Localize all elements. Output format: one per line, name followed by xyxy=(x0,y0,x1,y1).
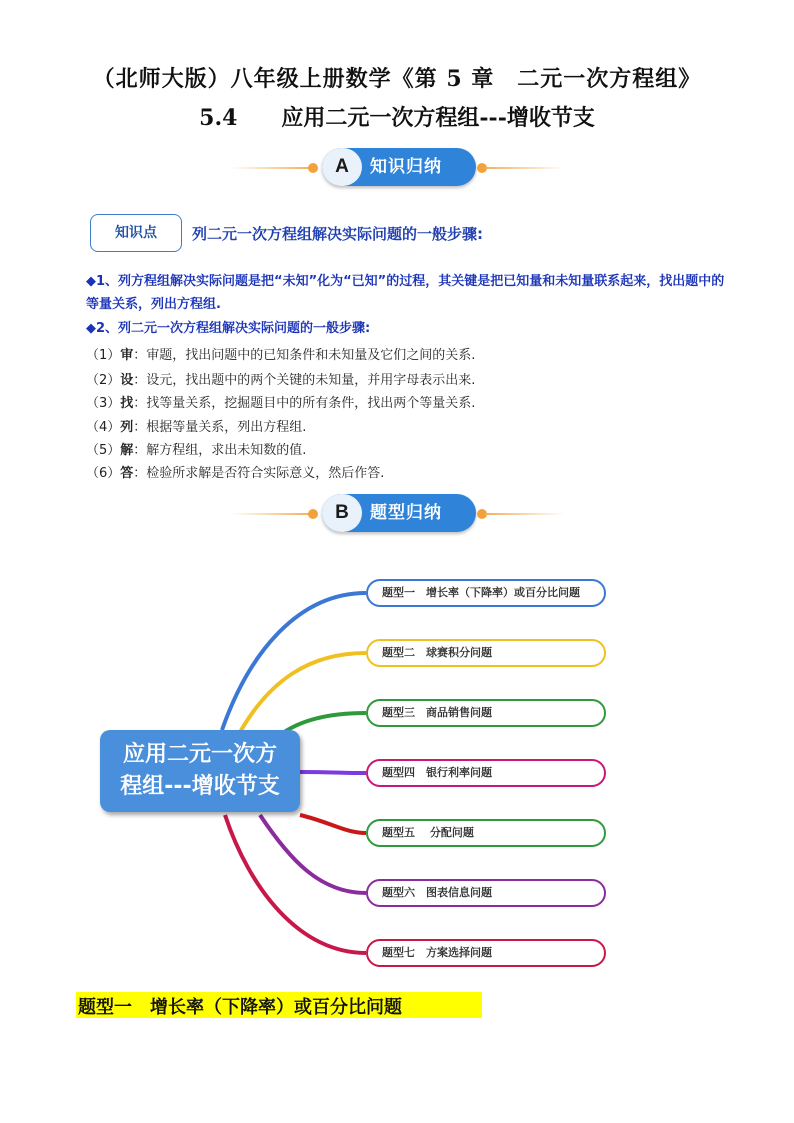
section-b-label: 题型归纳 xyxy=(370,503,442,523)
banner-dot-left xyxy=(308,163,318,173)
document-title: （北师大版）八年级上册数学《第 5 章 二元一次方程组》 xyxy=(92,66,702,92)
branch-type-3[interactable]: 题型三 商品销售问题 xyxy=(366,699,606,727)
section-b-letter: B xyxy=(322,494,362,532)
section-b-pill xyxy=(322,494,476,532)
point-2-marker: ◆2、 xyxy=(86,321,119,336)
step-number: （2） xyxy=(86,373,121,388)
point-1 xyxy=(86,270,726,316)
branch-type-4[interactable]: 题型四 银行利率问题 xyxy=(366,759,606,787)
banner-dot-left xyxy=(308,509,318,519)
step-text: ：根据等量关系，列出方程组. xyxy=(133,420,307,435)
center-line-1: 应用二元一次方 xyxy=(122,742,277,767)
branch-type-6[interactable]: 题型六 图表信息问题 xyxy=(366,879,606,907)
connector-2 xyxy=(240,653,366,732)
section-a-pill xyxy=(322,148,476,186)
banner-line-left xyxy=(230,513,310,515)
mindmap-center-node xyxy=(100,730,300,812)
connector-7 xyxy=(225,815,366,953)
step-key: 审 xyxy=(120,348,134,363)
step-text: ：设元，找出题中的两个关键的未知量，并用字母表示出来. xyxy=(133,373,476,388)
step-number: （1） xyxy=(86,348,121,363)
step-key: 解 xyxy=(120,443,134,458)
banner-line-right xyxy=(485,167,565,169)
step-key: 答 xyxy=(120,466,134,481)
step-text: ：解方程组，求出未知数的值. xyxy=(133,443,307,458)
banner-line-right xyxy=(485,513,565,515)
step-2 xyxy=(86,369,475,388)
step-text: ：审题，找出问题中的已知条件和未知量及它们之间的关系. xyxy=(133,348,476,363)
step-key: 设 xyxy=(120,373,134,388)
connector-4 xyxy=(300,772,366,773)
step-4 xyxy=(86,416,306,435)
point-1-marker: ◆1、 xyxy=(86,274,119,289)
step-1 xyxy=(86,344,475,363)
step-5 xyxy=(86,439,306,458)
step-key: 列 xyxy=(120,420,134,435)
step-number: （3） xyxy=(86,396,121,411)
center-line-2: 程组---增收节支 xyxy=(120,774,280,799)
branch-type-1[interactable]: 题型一 增长率（下降率）或百分比问题 xyxy=(366,579,606,607)
section-b-banner xyxy=(230,494,565,534)
step-3 xyxy=(86,392,475,411)
connector-6 xyxy=(260,815,366,893)
step-6 xyxy=(86,462,384,481)
step-text: ：检验所求解是否符合实际意义，然后作答. xyxy=(133,466,385,481)
step-text: ：找等量关系，挖掘题目中的所有条件，找出两个等量关系. xyxy=(133,396,476,411)
section-a-label: 知识归纳 xyxy=(370,157,442,177)
point-2-text: 列二元一次方程组解决实际问题的一般步骤: xyxy=(118,321,371,336)
point-2 xyxy=(86,317,726,340)
document-subtitle: 5.4 应用二元一次方程组---增收节支 xyxy=(199,105,595,131)
connector-5 xyxy=(300,815,366,833)
step-number: （5） xyxy=(86,443,121,458)
banner-line-left xyxy=(230,167,310,169)
step-number: （6） xyxy=(86,466,121,481)
branch-type-5[interactable]: 题型五 分配问题 xyxy=(366,819,606,847)
step-number: （4） xyxy=(86,420,121,435)
knowledge-point-title: 列二元一次方程组解决实际问题的一般步骤: xyxy=(192,225,484,243)
section-a-banner xyxy=(230,148,565,188)
connector-1 xyxy=(222,593,366,730)
section-heading-type-1: 题型一 增长率（下降率）或百分比问题 xyxy=(78,997,402,1018)
branch-type-7[interactable]: 题型七 方案选择问题 xyxy=(366,939,606,967)
branch-type-2[interactable]: 题型二 球赛积分问题 xyxy=(366,639,606,667)
section-a-letter: A xyxy=(322,148,362,186)
step-key: 找 xyxy=(120,396,134,411)
point-1-text: 列方程组解决实际问题是把“未知”化为“已知”的过程，其关键是把已知量和未知量联系起来，找出题中的等量关系，列出方程组. xyxy=(86,274,725,312)
knowledge-point-box: 知识点 xyxy=(90,214,182,252)
